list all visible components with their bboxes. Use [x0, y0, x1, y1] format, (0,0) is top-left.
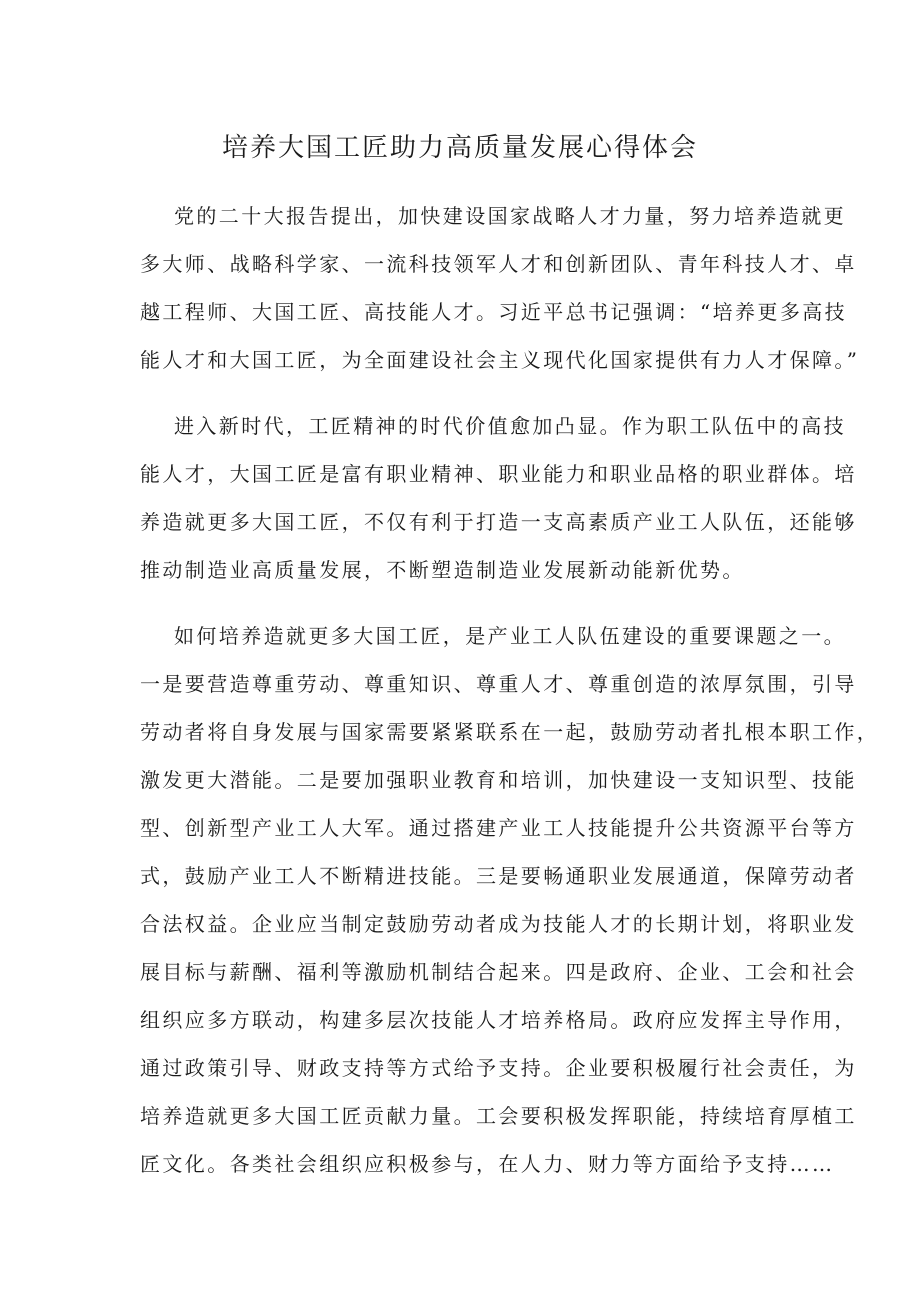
- paragraph-line: 一是要营造尊重劳动、尊重知识、尊重人才、尊重创造的浓厚氛围，引导: [140, 672, 857, 696]
- paragraph-line: 如何培养造就更多大国工匠，是产业工人队伍建设的重要课题之一。: [174, 624, 846, 648]
- paragraph-line: 型、创新型产业工人大军。通过搭建产业工人技能提升公共资源平台等方: [140, 816, 857, 840]
- paragraph-line: 组织应多方联动，构建多层次技能人才培养格局。政府应发挥主导作用，: [140, 1008, 857, 1032]
- paragraph-line: 通过政策引导、财政支持等方式给予支持。企业要积极履行社会责任，为: [140, 1056, 857, 1080]
- paragraph-line: 激发更大潜能。二是要加强职业教育和培训，加快建设一支知识型、技能: [140, 768, 857, 792]
- paragraph-line: 式，鼓励产业工人不断精进技能。三是要畅通职业发展通道，保障劳动者: [140, 864, 857, 888]
- paragraph-1: [140, 192, 860, 384]
- paragraph-line: 多大师、战略科学家、一流科技领军人才和创新团队、青年科技人才、卓: [140, 252, 857, 276]
- paragraph-line: 匠文化。各类社会组织应积极参与，在人力、财力等方面给予支持……: [140, 1152, 835, 1176]
- paragraph-line: 合法权益。企业应当制定鼓励劳动者成为技能人才的长期计划，将职业发: [140, 912, 857, 936]
- paragraph-2: [140, 402, 857, 594]
- paragraph-3: [140, 612, 880, 1188]
- paragraph-line: 越工程师、大国工匠、高技能人才。习近平总书记强调：“培养更多高技: [140, 300, 848, 324]
- document-title: 培养大国工匠助力高质量发展心得体会: [221, 133, 698, 163]
- paragraph-line: 养造就更多大国工匠，不仅有利于打造一支高素质产业工人队伍，还能够: [140, 510, 857, 534]
- paragraph-line: 能人才，大国工匠是富有职业精神、职业能力和职业品格的职业群体。培: [140, 462, 857, 486]
- paragraph-line: 推动制造业高质量发展，不断塑造制造业发展新动能新优势。: [140, 558, 745, 582]
- paragraph-line: 进入新时代，工匠精神的时代价值愈加凸显。作为职工队伍中的高技: [174, 414, 846, 438]
- paragraph-line: 劳动者将自身发展与国家需要紧紧联系在一起，鼓励劳动者扎根本职工作，: [140, 720, 880, 744]
- paragraph-line: 展目标与薪酬、福利等激励机制结合起来。四是政府、企业、工会和社会: [140, 960, 857, 984]
- paragraph-line: 培养造就更多大国工匠贡献力量。工会要积极发挥职能，持续培育厚植工: [140, 1104, 857, 1128]
- paragraph-line: 党的二十大报告提出，加快建设国家战略人才力量，努力培养造就更: [174, 204, 846, 228]
- paragraph-line: 能人才和大国工匠，为全面建设社会主义现代化国家提供有力人才保障。”: [140, 348, 860, 372]
